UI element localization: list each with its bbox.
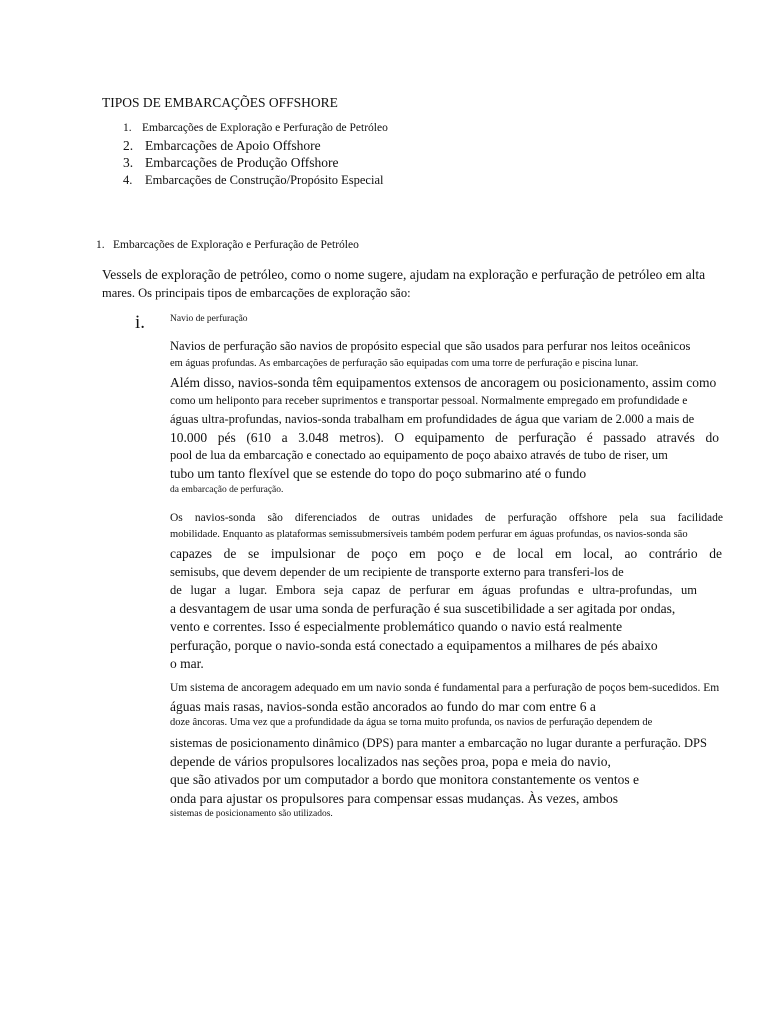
paragraph-line: Os navios-sonda são diferenciados de outras unidades de perfuração offshore pela sua facilidade xyxy=(170,512,723,524)
paragraph-line: pool de lua da embarcação e conectado ao equipamento de poço abaixo através de tubo de riser, um xyxy=(170,448,668,462)
paragraph-line: onda para ajustar os propulsores para compensar essas mudanças. Às vezes, ambos xyxy=(170,791,618,806)
subitem-numeral: i. xyxy=(135,312,146,333)
section-heading: Embarcações de Exploração e Perfuração de Petróleo xyxy=(113,239,359,251)
paragraph-line: Um sistema de ancoragem adequado em um navio sonda é fundamental para a perfuração de poços bem-sucedidos. Em xyxy=(170,682,720,694)
paragraph-line: de lugar a lugar. Embora seja capaz de perfurar em águas profundas e ultra-profundas, um xyxy=(170,583,697,597)
paragraph-line: a desvantagem de usar uma sonda de perfuração é sua suscetibilidade a ser agitada por ondas, xyxy=(170,601,676,616)
toc-item-1-number: 1. xyxy=(123,122,132,134)
paragraph-line: águas ultra-profundas, navios-sonda trabalham em profundidades de água que variam de 2.000 a mais de xyxy=(170,412,695,426)
paragraph-line: mobilidade. Enquanto as plataformas semissubmersíveis também podem perfurar em águas profundas, os navios-sonda são xyxy=(170,529,688,540)
paragraph-line: capazes de se impulsionar de poço em poço e de local em local, ao contrário de xyxy=(170,546,722,561)
paragraph-line: Navios de perfuração são navios de propósito especial que são usados para perfurar nos leitos oceânicos xyxy=(170,339,691,353)
toc-item-3-number: 3. xyxy=(123,155,134,170)
paragraph-line: sistemas de posicionamento são utilizados. xyxy=(170,809,333,819)
intro-line: mares. Os principais tipos de embarcações de exploração são: xyxy=(102,286,411,300)
toc-item-2-number: 2. xyxy=(123,138,134,153)
paragraph-line: perfuração, porque o navio-sonda está conectado a equipamentos a milhares de pés abaixo xyxy=(170,638,658,653)
subitem-title: Navio de perfuração xyxy=(170,314,248,324)
paragraph-line: da embarcação de perfuração. xyxy=(170,485,284,495)
toc-item-2-text: Embarcações de Apoio Offshore xyxy=(145,138,321,153)
paragraph-line: 10.000 pés (610 a 3.048 metros). O equipamento de perfuração é passado através do xyxy=(170,430,719,445)
paragraph-line: em águas profundas. As embarcações de perfuração são equipadas com uma torre de perfuração e piscina lunar. xyxy=(170,358,639,369)
section-number: 1. xyxy=(96,239,105,251)
intro-line: Vessels de exploração de petróleo, como o nome sugere, ajudam na exploração e perfuração de petróleo em alta xyxy=(102,267,706,282)
paragraph-line: águas mais rasas, navios-sonda estão ancorados ao fundo do mar com entre 6 a xyxy=(170,699,596,714)
paragraph-line: sistemas de posicionamento dinâmico (DPS) para manter a embarcação no lugar durante a perfuração. DPS xyxy=(170,736,707,750)
paragraph-line: depende de vários propulsores localizados nas seções proa, popa e meia do navio, xyxy=(170,754,611,769)
toc-item-4-number: 4. xyxy=(123,173,133,187)
paragraph-line: que são ativados por um computador a bordo que monitora constantemente os ventos e xyxy=(170,772,640,787)
paragraph-line: semisubs, que devem depender de um recipiente de transporte externo para transferi-los de xyxy=(170,565,624,579)
paragraph-line: como um heliponto para receber suprimentos e transportar pessoal. Normalmente empregado em profundidade e xyxy=(170,395,688,407)
toc-item-1-text: Embarcações de Exploração e Perfuração de Petróleo xyxy=(142,122,388,134)
toc-item-3-text: Embarcações de Produção Offshore xyxy=(145,155,339,170)
paragraph-line: o mar. xyxy=(170,656,204,671)
paragraph-line: Além disso, navios-sonda têm equipamentos extensos de ancoragem ou posicionamento, assim como xyxy=(170,375,717,390)
paragraph-line: tubo um tanto flexível que se estende do topo do poço submarino até o fundo xyxy=(170,466,587,481)
paragraph-line: doze âncoras. Uma vez que a profundidade da água se torna muito profunda, os navios de perfuração dependem de xyxy=(170,717,653,728)
toc-item-4-text: Embarcações de Construção/Propósito Especial xyxy=(145,173,384,187)
document-title: TIPOS DE EMBARCAÇÕES OFFSHORE xyxy=(102,95,338,110)
paragraph-line: vento e correntes. Isso é especialmente problemático quando o navio está realmente xyxy=(170,619,623,634)
